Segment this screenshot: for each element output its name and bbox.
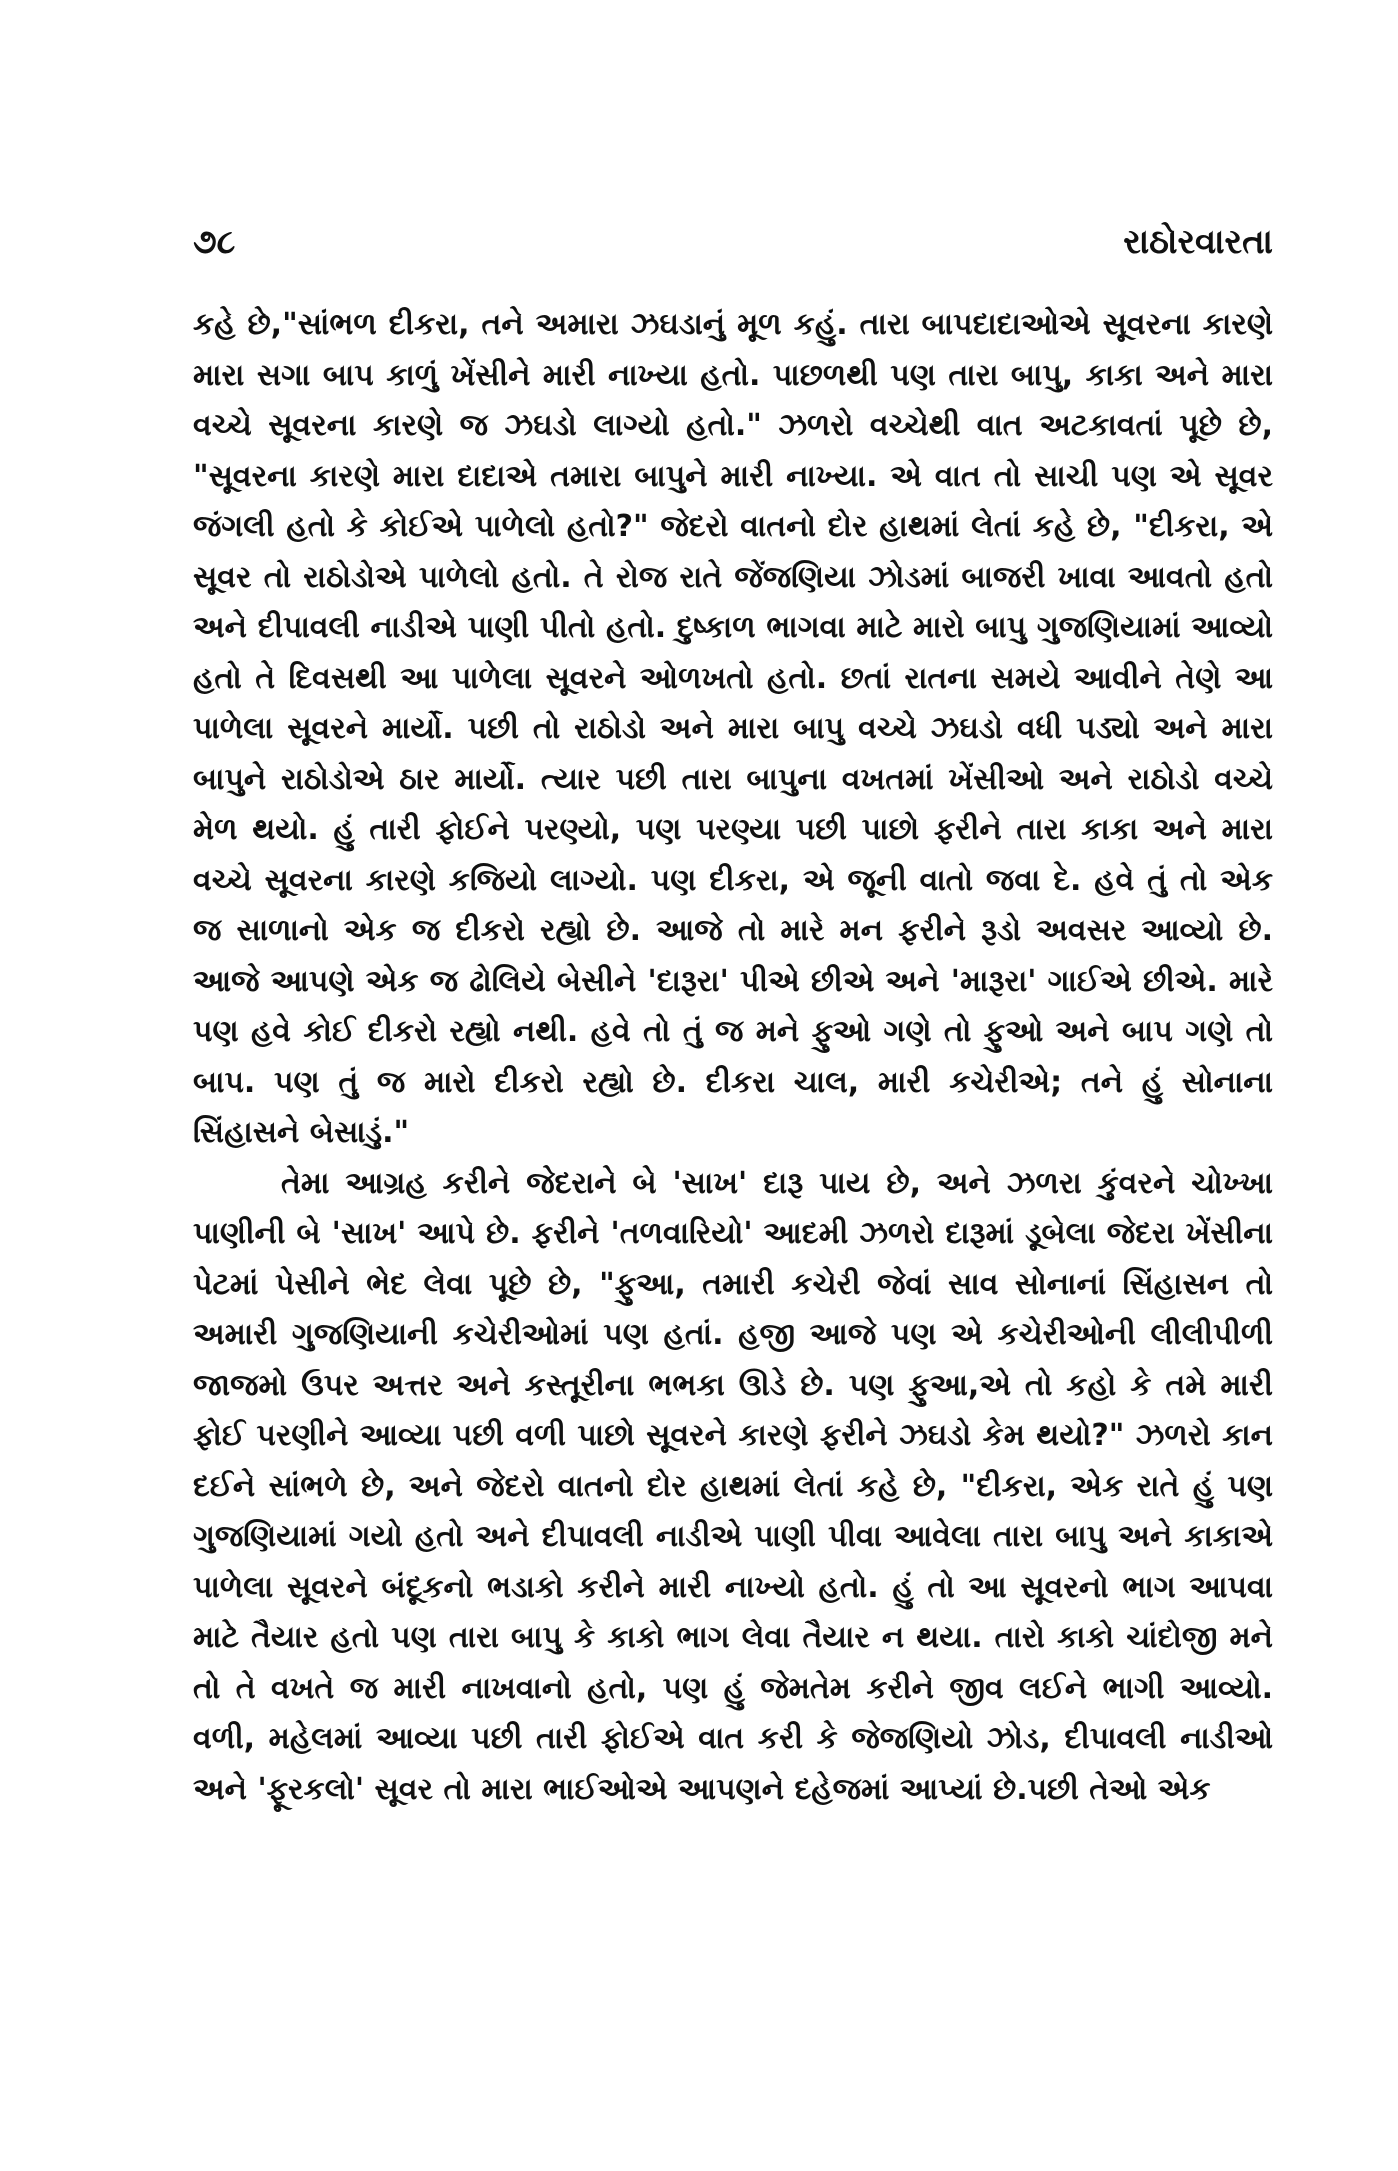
page-number: ૭૮ (193, 222, 236, 262)
running-title: રાઠોરવારતા (1123, 222, 1273, 262)
body-text (193, 300, 1273, 1815)
page-header (193, 222, 1273, 272)
paragraph-2: તેમા આગ્રહ કરીને જેદરાને બે 'સાખ' દારૂ પાય છે, અને ઝળરા કુંવરને ચોખ્ખા પાણીની બે 'સાખ' આપે છે. ફરીને 'તળવારિયો' આદમી ઝળરો દારૂમાં ડૂબેલા જેદરા ખેંસીના પેટમાં પેસીને ભેદ લેવા પૂછે છે, "ફુઆ, તમારી કચેરી જેવાં સાવ સોનાનાં સિંહાસન તો અમારી ગુજણિયાની કચેરીઓમાં પણ હતાં. હજી આજે પણ એ કચેરીઓની લીલીપીળી જાજમો ઉપર અત્તર અને કસ્તૂરીના ભભકા ઊડે છે. પણ ફુઆ,એ તો કહો કે તમે મારી ફોઈ પરણીને આવ્યા પછી વળી પાછો સૂવરને કારણે ફરીને ઝઘડો કેમ થયો?" ઝળરો કાન દઈને સાંભળે છે, અને જેદરો વાતનો દોર હાથમાં લેતાં કહે છે, "દીકરા, એક રાતે હું પણ ગુજણિયામાં ગયો હતો અને દીપાવલી નાડીએ પાણી પીવા આવેલા તારા બાપુ અને કાકાએ પાળેલા સૂવરને બંદૂકનો ભડાકો કરીને મારી નાખ્યો હતો. હું તો આ સૂવરનો ભાગ આપવા માટે તૈયાર હતો પણ તારા બાપુ કે કાકો ભાગ લેવા તૈયાર ન થયા. તારો કાકો ચાંદોજી મને તો તે વખતે જ મારી નાખવાનો હતો, પણ હું જેમતેમ કરીને જીવ લઈને ભાગી આવ્યો. વળી, મહેલમાં આવ્યા પછી તારી ફોઈએ વાત કરી કે જેજણિયો ઝોડ, દીપાવલી નાડીઓ અને 'ફૂરકલો' સૂવર તો મારા ભાઈઓએ આપણને દહેજમાં આપ્યાં છે.પછી તેઓ એક (193, 1165, 1273, 1807)
paragraph-1: કહે છે,"સાંભળ દીકરા, તને અમારા ઝઘડાનું મૂળ કહું. તારા બાપદાદાઓએ સૂવરના કારણે મારા સગા બાપ કાળું ખેંસીને મારી નાખ્યા હતો. પાછળથી પણ તારા બાપુ, કાકા અને મારા વચ્ચે સૂવરના કારણે જ ઝઘડો લાગ્યો હતો." ઝળરો વચ્ચેથી વાત અટકાવતાં પૂછે છે, "સૂવરના કારણે મારા દાદાએ તમારા બાપુને મારી નાખ્યા. એ વાત તો સાચી પણ એ સૂવર જંગલી હતો કે કોઈએ પાળેલો હતો?" જેદરો વાતનો દોર હાથમાં લેતાં કહે છે, "દીકરા, એ સૂવર તો રાઠોડોએ પાળેલો હતો. તે રોજ રાતે જેંજણિયા ઝોડમાં બાજરી ખાવા આવતો હતો અને દીપાવલી નાડીએ પાણી પીતો હતો. દુષ્કાળ ભાગવા માટે મારો બાપુ ગુજણિયામાં આવ્યો હતો તે દિવસથી આ પાળેલા સૂવરને ઓળખતો હતો. છતાં રાતના સમયે આવીને તેણે આ પાળેલા સૂવરને માર્યો. પછી તો રાઠોડો અને મારા બાપુ વચ્ચે ઝઘડો વધી પડ્યો અને મારા બાપુને રાઠોડોએ ઠાર માર્યો. ત્યાર પછી તારા બાપુના વખતમાં ખેંસીઓ અને રાઠોડો વચ્ચે મેળ થયો. હું તારી ફોઈને પરણ્યો, પણ પરણ્યા પછી પાછો ફરીને તારા કાકા અને મારા વચ્ચે સૂવરના કારણે કજિયો લાગ્યો. પણ દીકરા, એ જૂની વાતો જવા દે. હવે તું તો એક જ સાળાનો એક જ દીકરો રહ્યો છે. આજે તો મારે મન ફરીને રૂડો અવસર આવ્યો છે. આજે આપણે એક જ ઢોલિયે બેસીને 'દારૂરા' પીએ છીએ અને 'મારૂરા' ગાઈએ છીએ. મારે પણ હવે કોઈ દીકરો રહ્યો નથી. હવે તો તું જ મને ફુઓ ગણે તો ફુઓ અને બાપ ગણે તો બાપ. પણ તું જ મારો દીકરો રહ્યો છે. દીકરા ચાલ, મારી કચેરીએ; તને હું સોનાના સિંહાસને બેસાડું." (193, 307, 1273, 1150)
